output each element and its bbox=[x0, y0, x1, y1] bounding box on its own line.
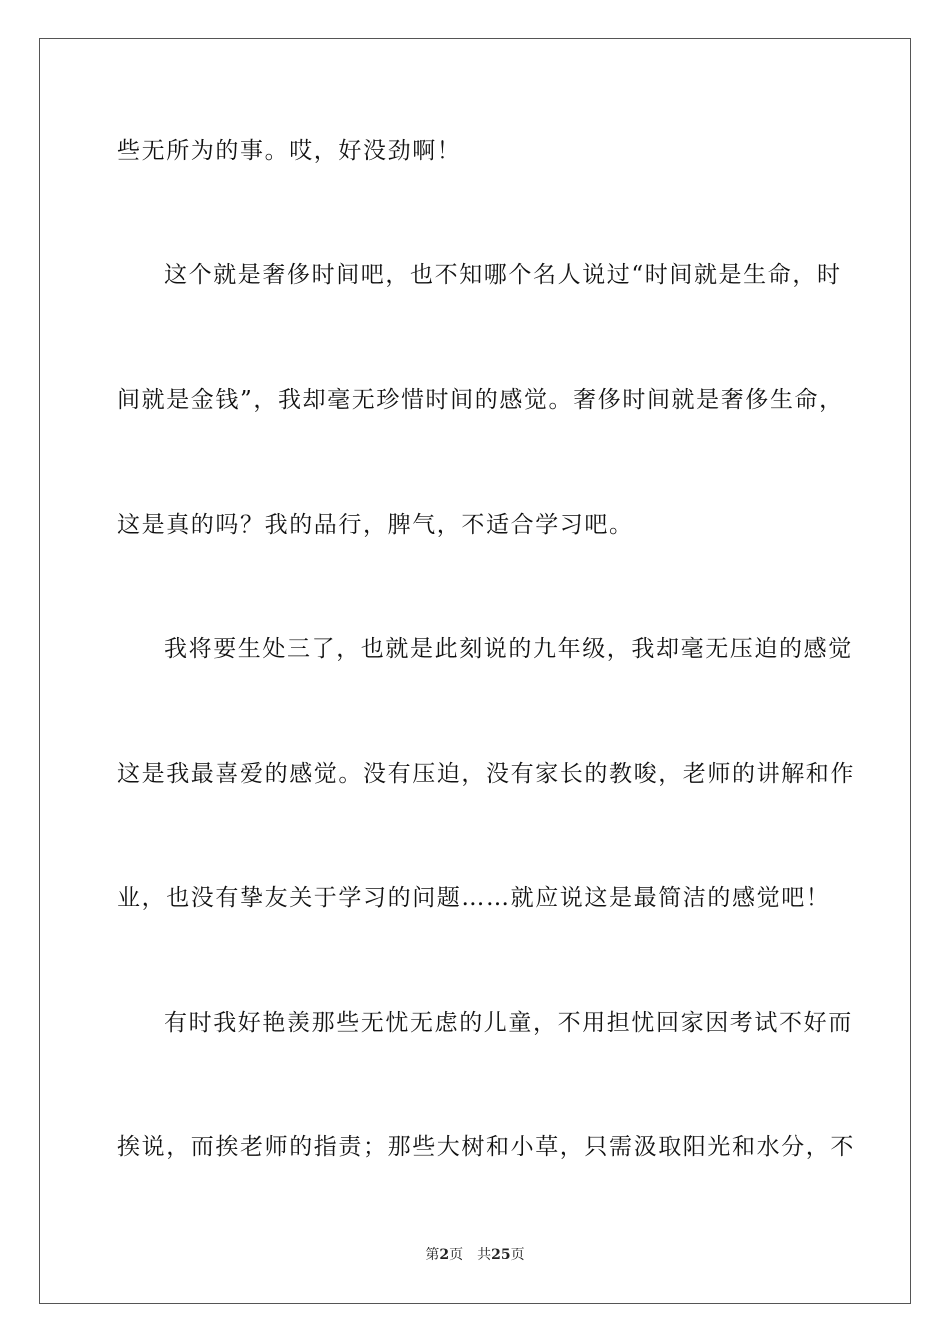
text-line: 这是我最喜爱的感觉。没有压迫，没有家长的教唆，老师的讲解和作 bbox=[117, 761, 855, 787]
page-number: 2 bbox=[439, 1247, 450, 1263]
total-prefix: 共 bbox=[477, 1247, 492, 1263]
paragraph-start-line: 有时我好艳羡那些无忧无虑的儿童，不用担忧回家因考试不好而 bbox=[164, 1010, 853, 1036]
page-footer bbox=[0, 1246, 950, 1264]
paragraph-start-line: 这个就是奢侈时间吧，也不知哪个名人说过“时间就是生命，时 bbox=[164, 262, 842, 288]
total-suffix: 页 bbox=[510, 1247, 525, 1263]
text-line: 这是真的吗？我的品行，脾气，不适合学习吧。 bbox=[117, 512, 634, 538]
paragraph-start-line: 我将要生处三了，也就是此刻说的九年级，我却毫无压迫的感觉 bbox=[164, 636, 853, 662]
page-border bbox=[39, 38, 911, 1304]
text-line: 些无所为的事。哎，好没劲啊！ bbox=[117, 138, 462, 164]
page-suffix: 页 bbox=[449, 1247, 464, 1263]
text-line: 挨说，而挨老师的指责；那些大树和小草，只需汲取阳光和水分，不 bbox=[117, 1134, 855, 1160]
text-line: 间就是金钱”，我却毫无珍惜时间的感觉。奢侈时间就是奢侈生命， bbox=[117, 387, 844, 413]
page-prefix: 第 bbox=[425, 1247, 440, 1263]
text-line: 业，也没有挚友关于学习的问题……就应说这是最简洁的感觉吧！ bbox=[117, 885, 831, 911]
total-pages: 25 bbox=[491, 1247, 511, 1263]
